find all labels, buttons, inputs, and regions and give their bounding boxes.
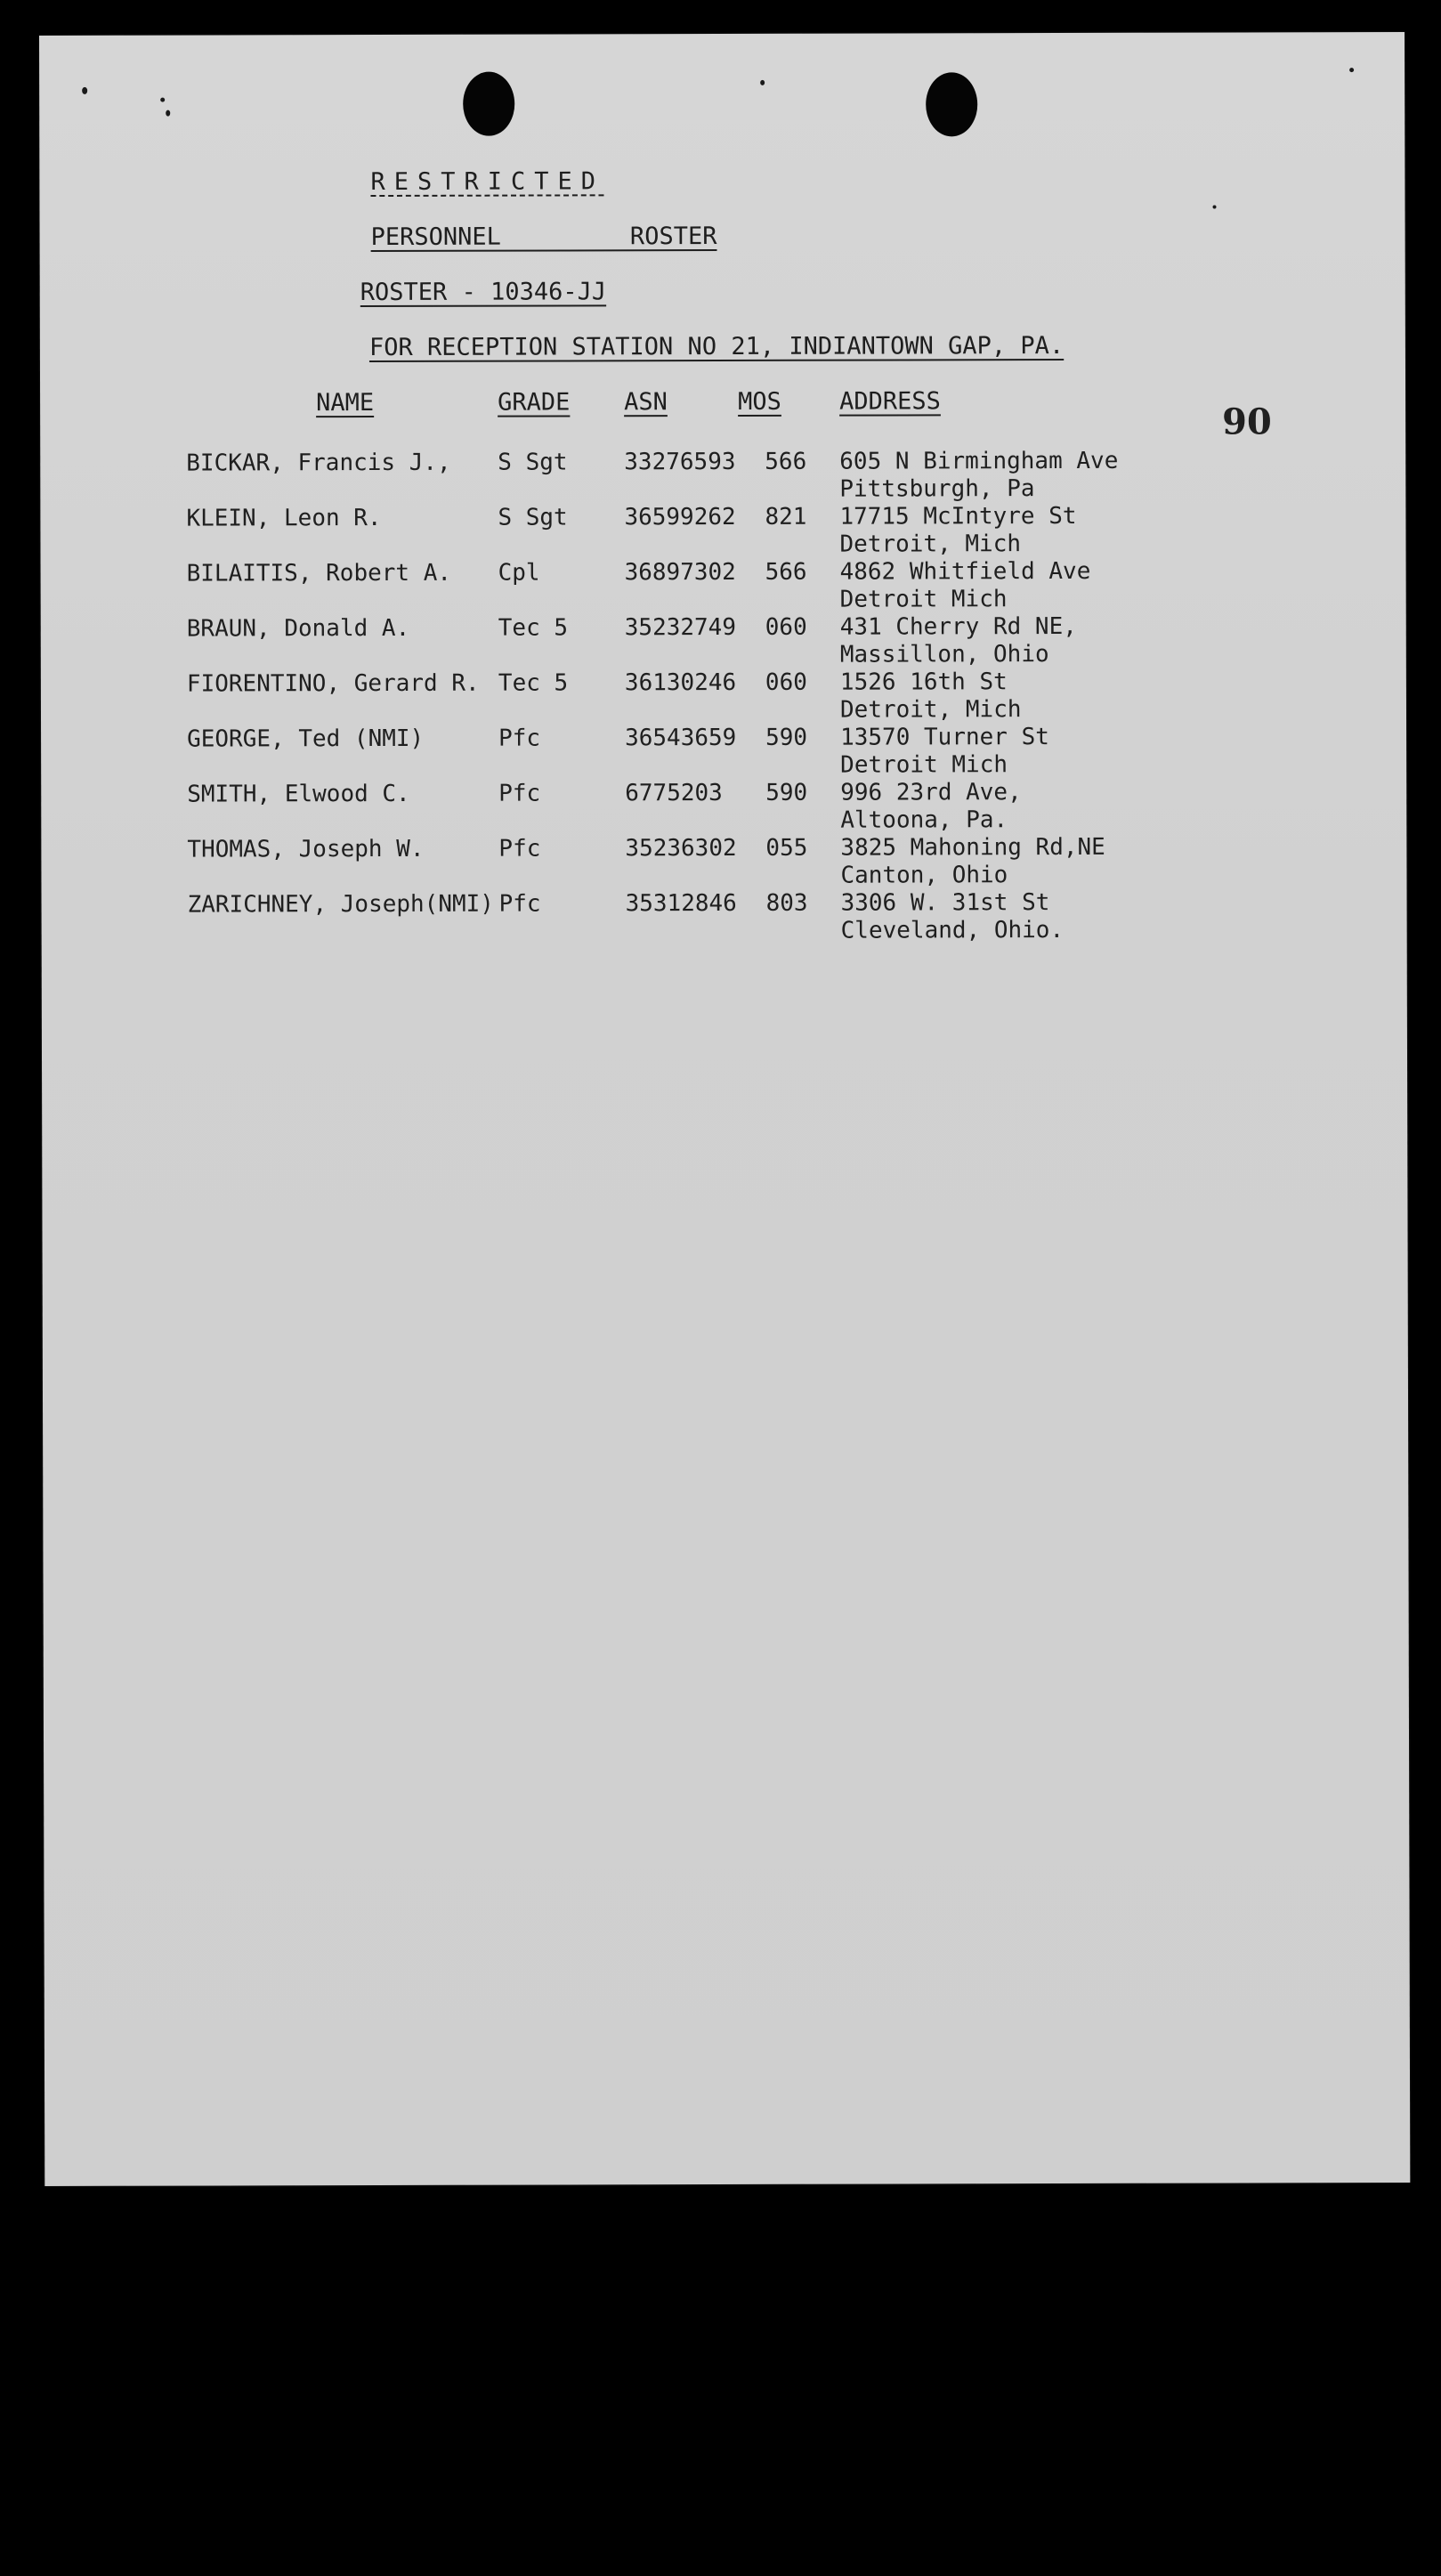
row-mos: 055: [765, 834, 808, 862]
row-grade: Tec 5: [498, 669, 569, 697]
page-number: 90: [1222, 401, 1272, 443]
row-asn: 35232749: [624, 613, 737, 642]
address-line-2: Cleveland, Ohio.: [840, 916, 1065, 944]
row-name: THOMAS, Joseph W.: [187, 835, 425, 863]
ink-speck: [160, 98, 165, 102]
row-name: GEORGE, Ted (NMI): [187, 725, 425, 753]
column-header-grade: GRADE: [498, 388, 571, 417]
row-mos: 060: [765, 613, 807, 641]
row-mos: 566: [765, 558, 807, 586]
row-mos: 566: [765, 448, 807, 475]
row-grade: Tec 5: [498, 614, 569, 642]
row-mos: 060: [765, 668, 807, 696]
row-name: FIORENTINO, Gerard R.: [186, 669, 480, 698]
row-mos: 803: [765, 889, 808, 917]
row-asn: 36897302: [624, 558, 736, 587]
row-grade: Cpl: [498, 559, 540, 587]
row-grade: Pfc: [498, 780, 541, 807]
address-line-1: 996 23rd Ave,: [840, 779, 1022, 806]
row-mos: 590: [765, 779, 808, 806]
row-address: [840, 613, 1077, 669]
row-address: [840, 668, 1022, 725]
row-asn: 6775203: [625, 779, 723, 807]
address-line-1: 13570 Turner St: [840, 724, 1049, 751]
row-address: [839, 503, 1076, 559]
column-header-address: ADDRESS: [839, 387, 941, 416]
row-address: [840, 834, 1105, 890]
row-name: KLEIN, Leon R.: [186, 504, 382, 532]
classification-heading: RESTRICTED: [370, 167, 605, 197]
column-header-mos: MOS: [738, 387, 781, 416]
roster-row: [40, 502, 1405, 561]
roster-row: [41, 723, 1406, 782]
row-name: ZARICHNEY, Joseph(NMI): [187, 890, 494, 919]
roster-id: ROSTER - 10346-JJ: [360, 278, 607, 307]
address-line-1: 17715 McIntyre St: [839, 502, 1077, 531]
ink-speck: [760, 80, 765, 85]
row-grade: Pfc: [498, 835, 541, 863]
address-line-2: Detroit Mich: [839, 586, 1008, 613]
roster-row: [41, 833, 1406, 892]
address-line-1: 605 N Birmingham Ave: [839, 447, 1119, 475]
row-grade: S Sgt: [498, 449, 568, 476]
row-address: [841, 889, 1065, 945]
ink-speck: [166, 110, 170, 117]
ink-speck: [1349, 68, 1354, 72]
address-line-2: Canton, Ohio: [840, 862, 1008, 889]
ink-speck: [1213, 206, 1217, 209]
row-mos: 590: [765, 724, 808, 751]
row-name: SMITH, Elwood C.: [187, 780, 410, 808]
row-grade: Pfc: [498, 890, 541, 918]
row-name: BRAUN, Donald A.: [186, 614, 410, 643]
roster-row: [41, 612, 1406, 671]
row-asn: 36543659: [625, 724, 737, 752]
row-address: [840, 724, 1049, 780]
row-address: [839, 448, 1118, 504]
ink-speck: [82, 87, 87, 94]
punch-hole-right: [926, 72, 977, 136]
row-name: BICKAR, Francis J.,: [186, 449, 451, 477]
roster-row: [41, 557, 1406, 616]
address-line-1: 4862 Whitfield Ave: [839, 557, 1091, 586]
row-asn: 35312846: [625, 889, 737, 918]
roster-row: [40, 447, 1405, 506]
row-asn: 33276593: [624, 448, 736, 476]
row-grade: S Sgt: [498, 504, 568, 531]
row-asn: 36130246: [624, 668, 737, 697]
row-address: [840, 558, 1091, 614]
column-header-name: NAME: [316, 389, 375, 417]
row-mos: 821: [765, 503, 807, 531]
destination-line: FOR RECEPTION STATION NO 21, INDIANTOWN GAP, PA.: [368, 331, 1065, 362]
roster-row: [41, 778, 1406, 837]
row-grade: Pfc: [498, 725, 541, 752]
address-line-1: 3825 Mahoning Rd,NE: [840, 833, 1105, 862]
address-line-2: Altoona, Pa.: [840, 806, 1008, 834]
punch-hole-left: [463, 72, 514, 136]
column-header-asn: ASN: [624, 388, 668, 417]
address-line-1: 3306 W. 31st St: [840, 889, 1050, 917]
address-line-2: Detroit, Mich: [839, 696, 1022, 724]
address-line-2: Detroit, Mich: [839, 531, 1022, 558]
row-asn: 36599262: [624, 503, 736, 531]
roster-row: [41, 668, 1406, 726]
address-line-1: 431 Cherry Rd NE,: [839, 612, 1077, 641]
roster-row: [42, 888, 1407, 947]
row-address: [840, 779, 1022, 835]
document-page: [39, 32, 1410, 2186]
row-name: BILAITIS, Robert A.: [186, 559, 452, 587]
address-line-2: Detroit Mich: [840, 751, 1008, 779]
address-line-2: Massillon, Ohio: [839, 641, 1049, 668]
roster-title: PERSONNEL ROSTER: [370, 223, 717, 252]
address-line-1: 1526 16th St: [839, 668, 1008, 696]
row-asn: 35236302: [625, 834, 737, 863]
address-line-2: Pittsburgh, Pa: [839, 475, 1035, 503]
